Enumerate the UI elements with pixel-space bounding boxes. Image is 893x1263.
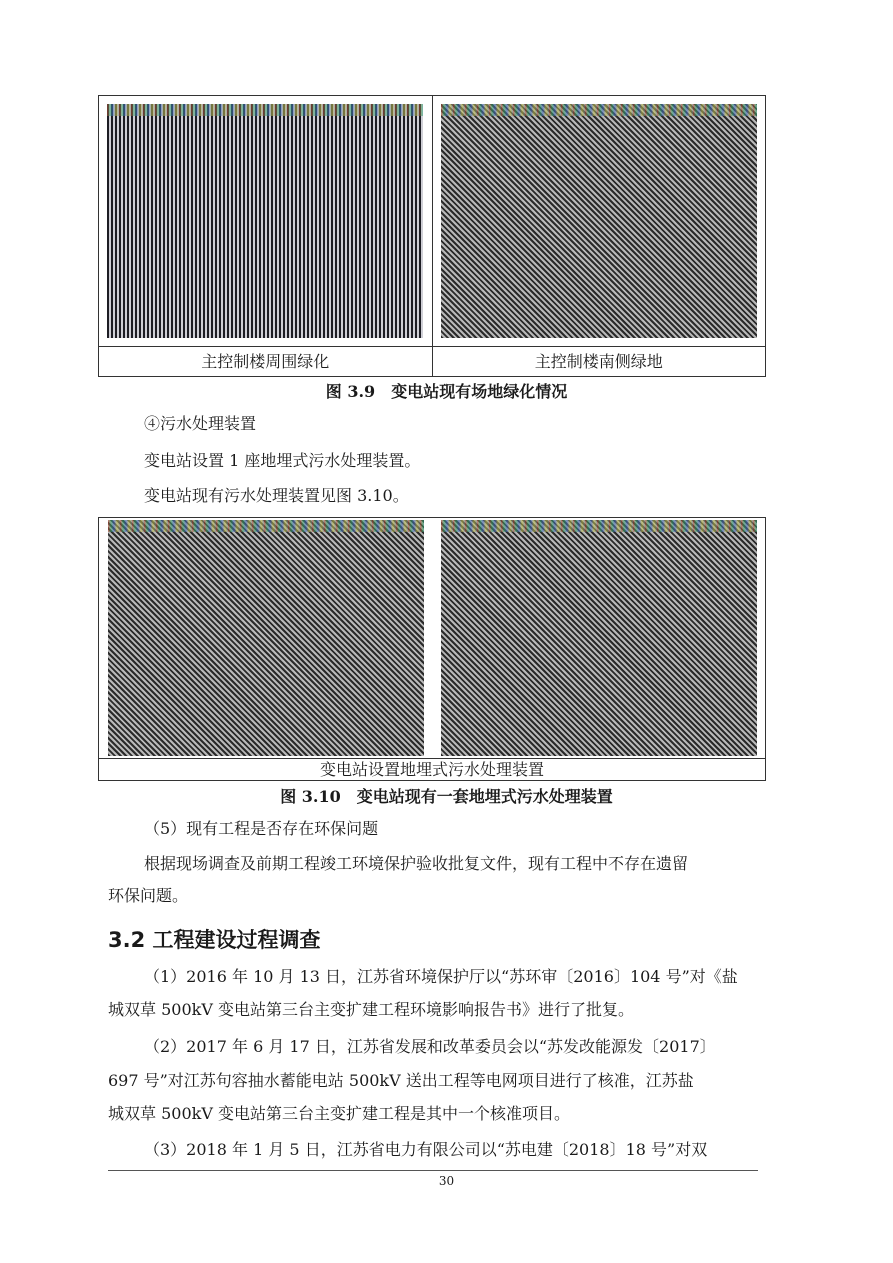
paragraph: （2）2017 年 6 月 17 日，江苏省发展和改革委员会以“苏发改能源发〔2017〕 bbox=[144, 1037, 716, 1056]
paragraph: 环保问题。 bbox=[108, 886, 189, 905]
sewage-device-photo-left bbox=[108, 520, 424, 756]
paragraph-heading-sewage: ④污水处理装置 bbox=[144, 414, 257, 433]
paragraph: 根据现场调查及前期工程竣工环境保护验收批复文件，现有工程中不存在遗留 bbox=[144, 854, 689, 873]
paragraph: 城双草 500kV 变电站第三台主变扩建工程环境影响报告书》进行了批复。 bbox=[108, 1000, 634, 1019]
figure-3-9-right-caption: 主控制楼南侧绿地 bbox=[432, 347, 766, 377]
paragraph-heading-env-issues: （5）现有工程是否存在环保问题 bbox=[144, 819, 379, 838]
figure-3-9-right-cell bbox=[432, 96, 766, 347]
page-number: 30 bbox=[438, 1174, 455, 1188]
paragraph: 城双草 500kV 变电站第三台主变扩建工程是其中一个核准项目。 bbox=[108, 1104, 570, 1123]
greening-photo-right bbox=[441, 104, 757, 338]
paragraph: 697 号”对江苏句容抽水蓄能电站 500kV 送出工程等电网项目进行了核准，江苏盐 bbox=[108, 1071, 694, 1090]
figure-3-9-left-cell bbox=[99, 96, 433, 347]
footer-divider bbox=[108, 1170, 758, 1171]
greening-photo-left bbox=[107, 104, 423, 338]
figure-3-9-title: 图 3.9 变电站现有场地绿化情况 bbox=[325, 382, 568, 401]
figure-3-10-right-cell bbox=[432, 518, 766, 759]
section-heading: 3.2 工程建设过程调查 bbox=[108, 928, 321, 952]
sewage-device-photo-right bbox=[441, 520, 757, 756]
figure-3-10-left-cell bbox=[99, 518, 433, 759]
paragraph: 变电站现有污水处理装置见图 3.10。 bbox=[144, 486, 409, 505]
paragraph: （3）2018 年 1 月 5 日，江苏省电力有限公司以“苏电建〔2018〕18 号”对双 bbox=[144, 1140, 708, 1159]
paragraph: （1）2016 年 10 月 13 日，江苏省环境保护厅以“苏环审〔2016〕104 号”对《盐 bbox=[144, 967, 738, 986]
figure-3-9-table bbox=[98, 95, 766, 377]
figure-3-10-title: 图 3.10 变电站现有一套地埋式污水处理装置 bbox=[280, 787, 613, 806]
paragraph: 变电站设置 1 座地埋式污水处理装置。 bbox=[144, 451, 421, 470]
figure-3-10-table bbox=[98, 517, 766, 781]
figure-3-9-left-caption: 主控制楼周围绿化 bbox=[99, 347, 433, 377]
figure-3-10-caption: 变电站设置地埋式污水处理装置 bbox=[99, 759, 766, 781]
